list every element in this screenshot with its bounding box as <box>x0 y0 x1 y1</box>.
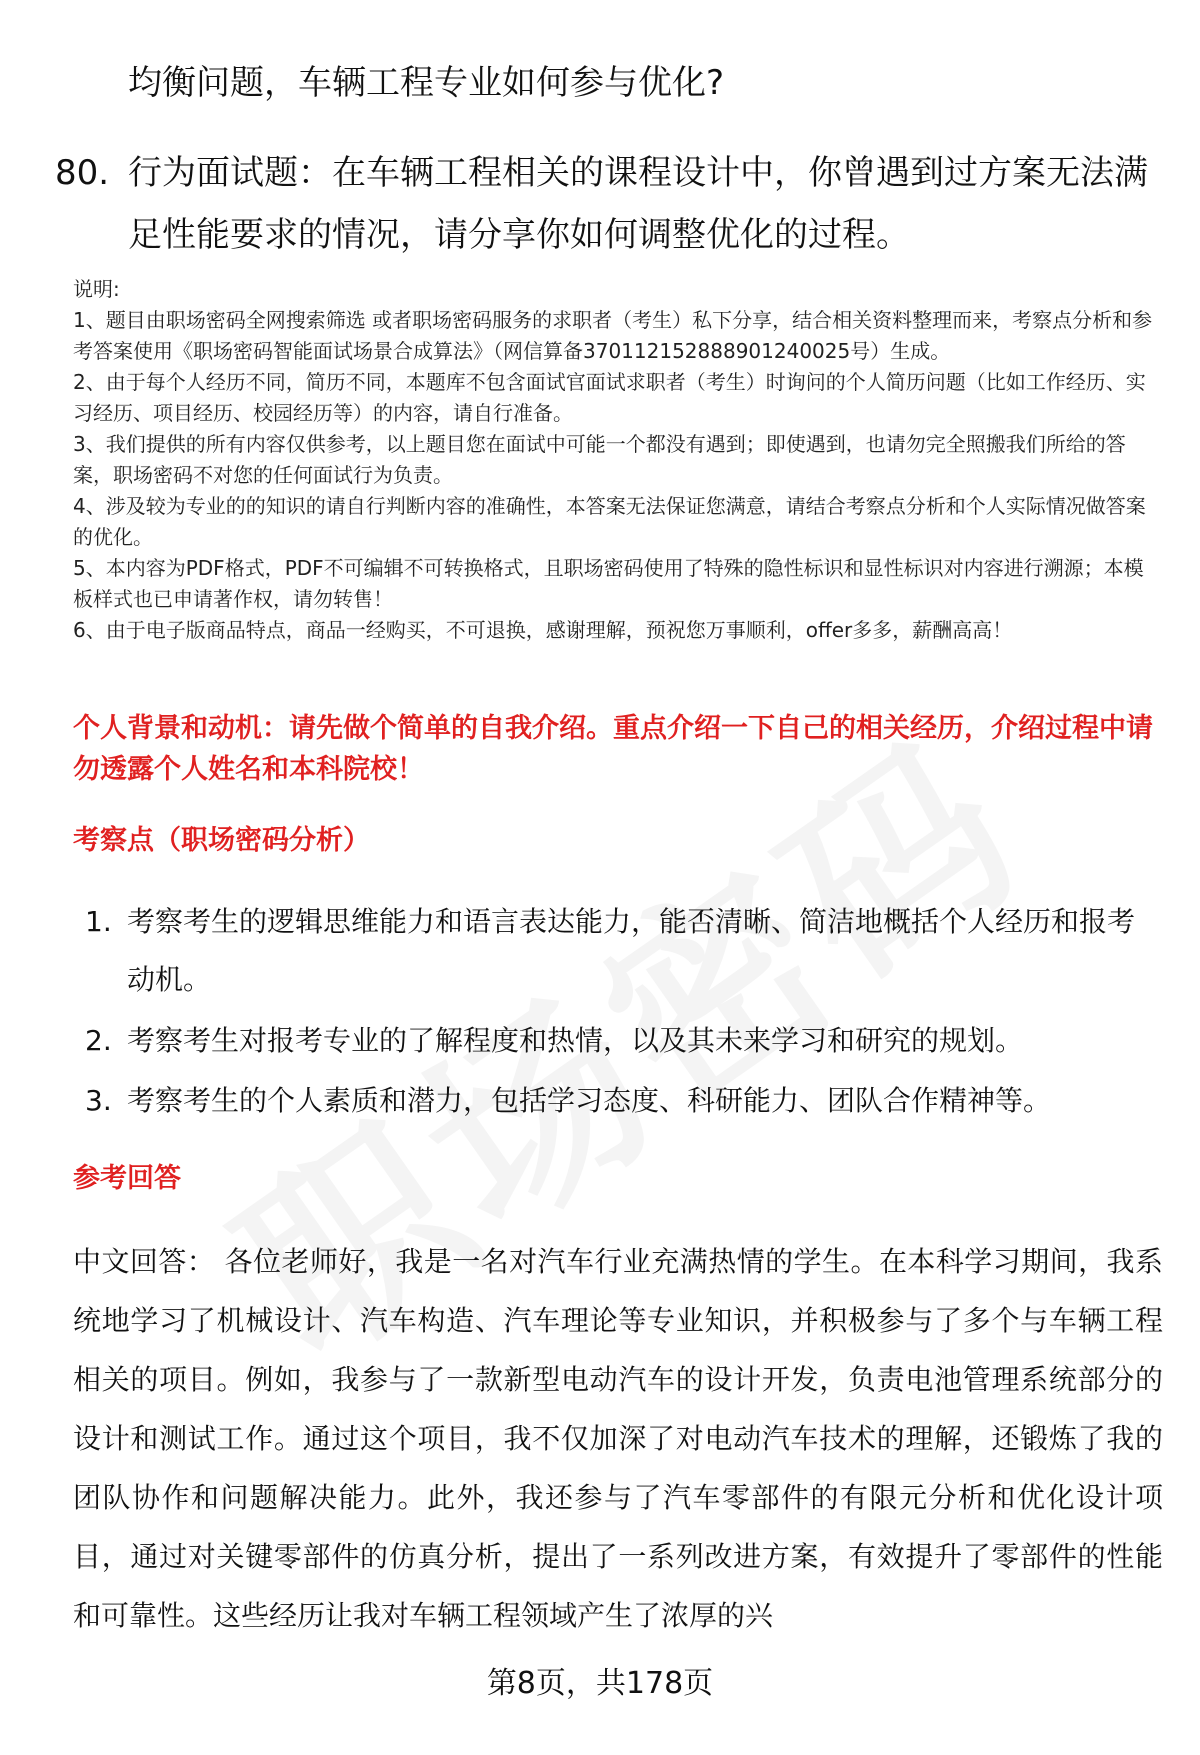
notes-title: 说明: <box>73 277 120 301</box>
notes-section <box>73 274 1163 646</box>
page-footer: 第8页，共178页 <box>486 1666 714 1701</box>
question-text: 行为面试题：在车辆工程相关的课程设计中，你曾遇到过方案无法满足性能要求的情况，请分享你如何调整优化的过程。 <box>128 153 1148 255</box>
previous-question-continuation: 均衡问题，车辆工程专业如何参与优化? <box>128 63 725 103</box>
notes-item: 3、我们提供的所有内容仅供参考，以上题目您在面试中可能一个都没有遇到；即使遇到，也请勿完全照搬我们所给的答案，职场密码不对您的任何面试行为负责。 <box>73 432 1126 487</box>
notes-item: 4、涉及较为专业的的知识的请自行判断内容的准确性，本答案无法保证您满意，请结合考察点分析和个人实际情况做答案的优化。 <box>73 494 1146 549</box>
exam-points-heading: 考察点（职场密码分析） <box>73 825 370 856</box>
exam-point-number: 3. <box>85 1084 112 1117</box>
notes-item: 5、本内容为PDF格式，PDF不可编辑不可转换格式，且职场密码使用了特殊的隐性标识和显性标识对内容进行溯源；本模板样式也已申请著作权，请勿转售！ <box>73 556 1144 611</box>
notes-item: 6、由于电子版商品特点，商品一经购买，不可退换，感谢理解，预祝您万事顺利，offer多多，薪酬高高！ <box>73 618 1013 642</box>
notes-item: 1、题目由职场密码全网搜索筛选 或者职场密码服务的求职者（考生）私下分享，结合相关资料整理而来，考察点分析和参考答案使用《职场密码智能面试场景合成算法》（网信算备370112152888901240025号）生成。 <box>73 308 1153 363</box>
exam-point-number: 1. <box>85 905 112 938</box>
background-heading: 个人背景和动机：请先做个简单的自我介绍。重点介绍一下自己的相关经历，介绍过程中请勿透露个人姓名和本科院校！ <box>73 713 1153 785</box>
reference-answer-text: 中文回答： 各位老师好，我是一名对汽车行业充满热情的学生。在本科学习期间，我系统地学习了机械设计、汽车构造、汽车理论等专业知识，并积极参与了多个与车辆工程相关的项目。例如，我参与了一款新型电动汽车的设计开发，负责电池管理系统部分的设计和测试工作。通过这个项目，我不仅加深了对电动汽车技术的理解，还锻炼了我的团队协作和问题解决能力。此外，我还参与了汽车零部件的有限元分析和优化设计项目，通过对关键零部件的仿真分析，提出了一系列改进方案，有效提升了零部件的性能和可靠性。这些经历让我对车辆工程领域产生了浓厚的兴 <box>73 1245 1163 1632</box>
exam-point-text: 考察考生的逻辑思维能力和语言表达能力，能否清晰、简洁地概括个人经历和报考动机。 <box>127 905 1136 996</box>
exam-point-text: 考察考生对报考专业的了解程度和热情，以及其未来学习和研究的规划。 <box>127 1024 1024 1057</box>
reference-answer-heading: 参考回答 <box>73 1163 181 1194</box>
notes-item: 2、由于每个人经历不同，简历不同，本题库不包含面试官面试求职者（考生）时询问的个人简历问题（比如工作经历、实习经历、项目经历、校园经历等）的内容，请自行准备。 <box>73 370 1146 425</box>
exam-point-number: 2. <box>85 1024 112 1057</box>
question-number: 80. <box>55 153 110 193</box>
exam-point-text: 考察考生的个人素质和潜力，包括学习态度、科研能力、团队合作精神等。 <box>127 1084 1052 1117</box>
